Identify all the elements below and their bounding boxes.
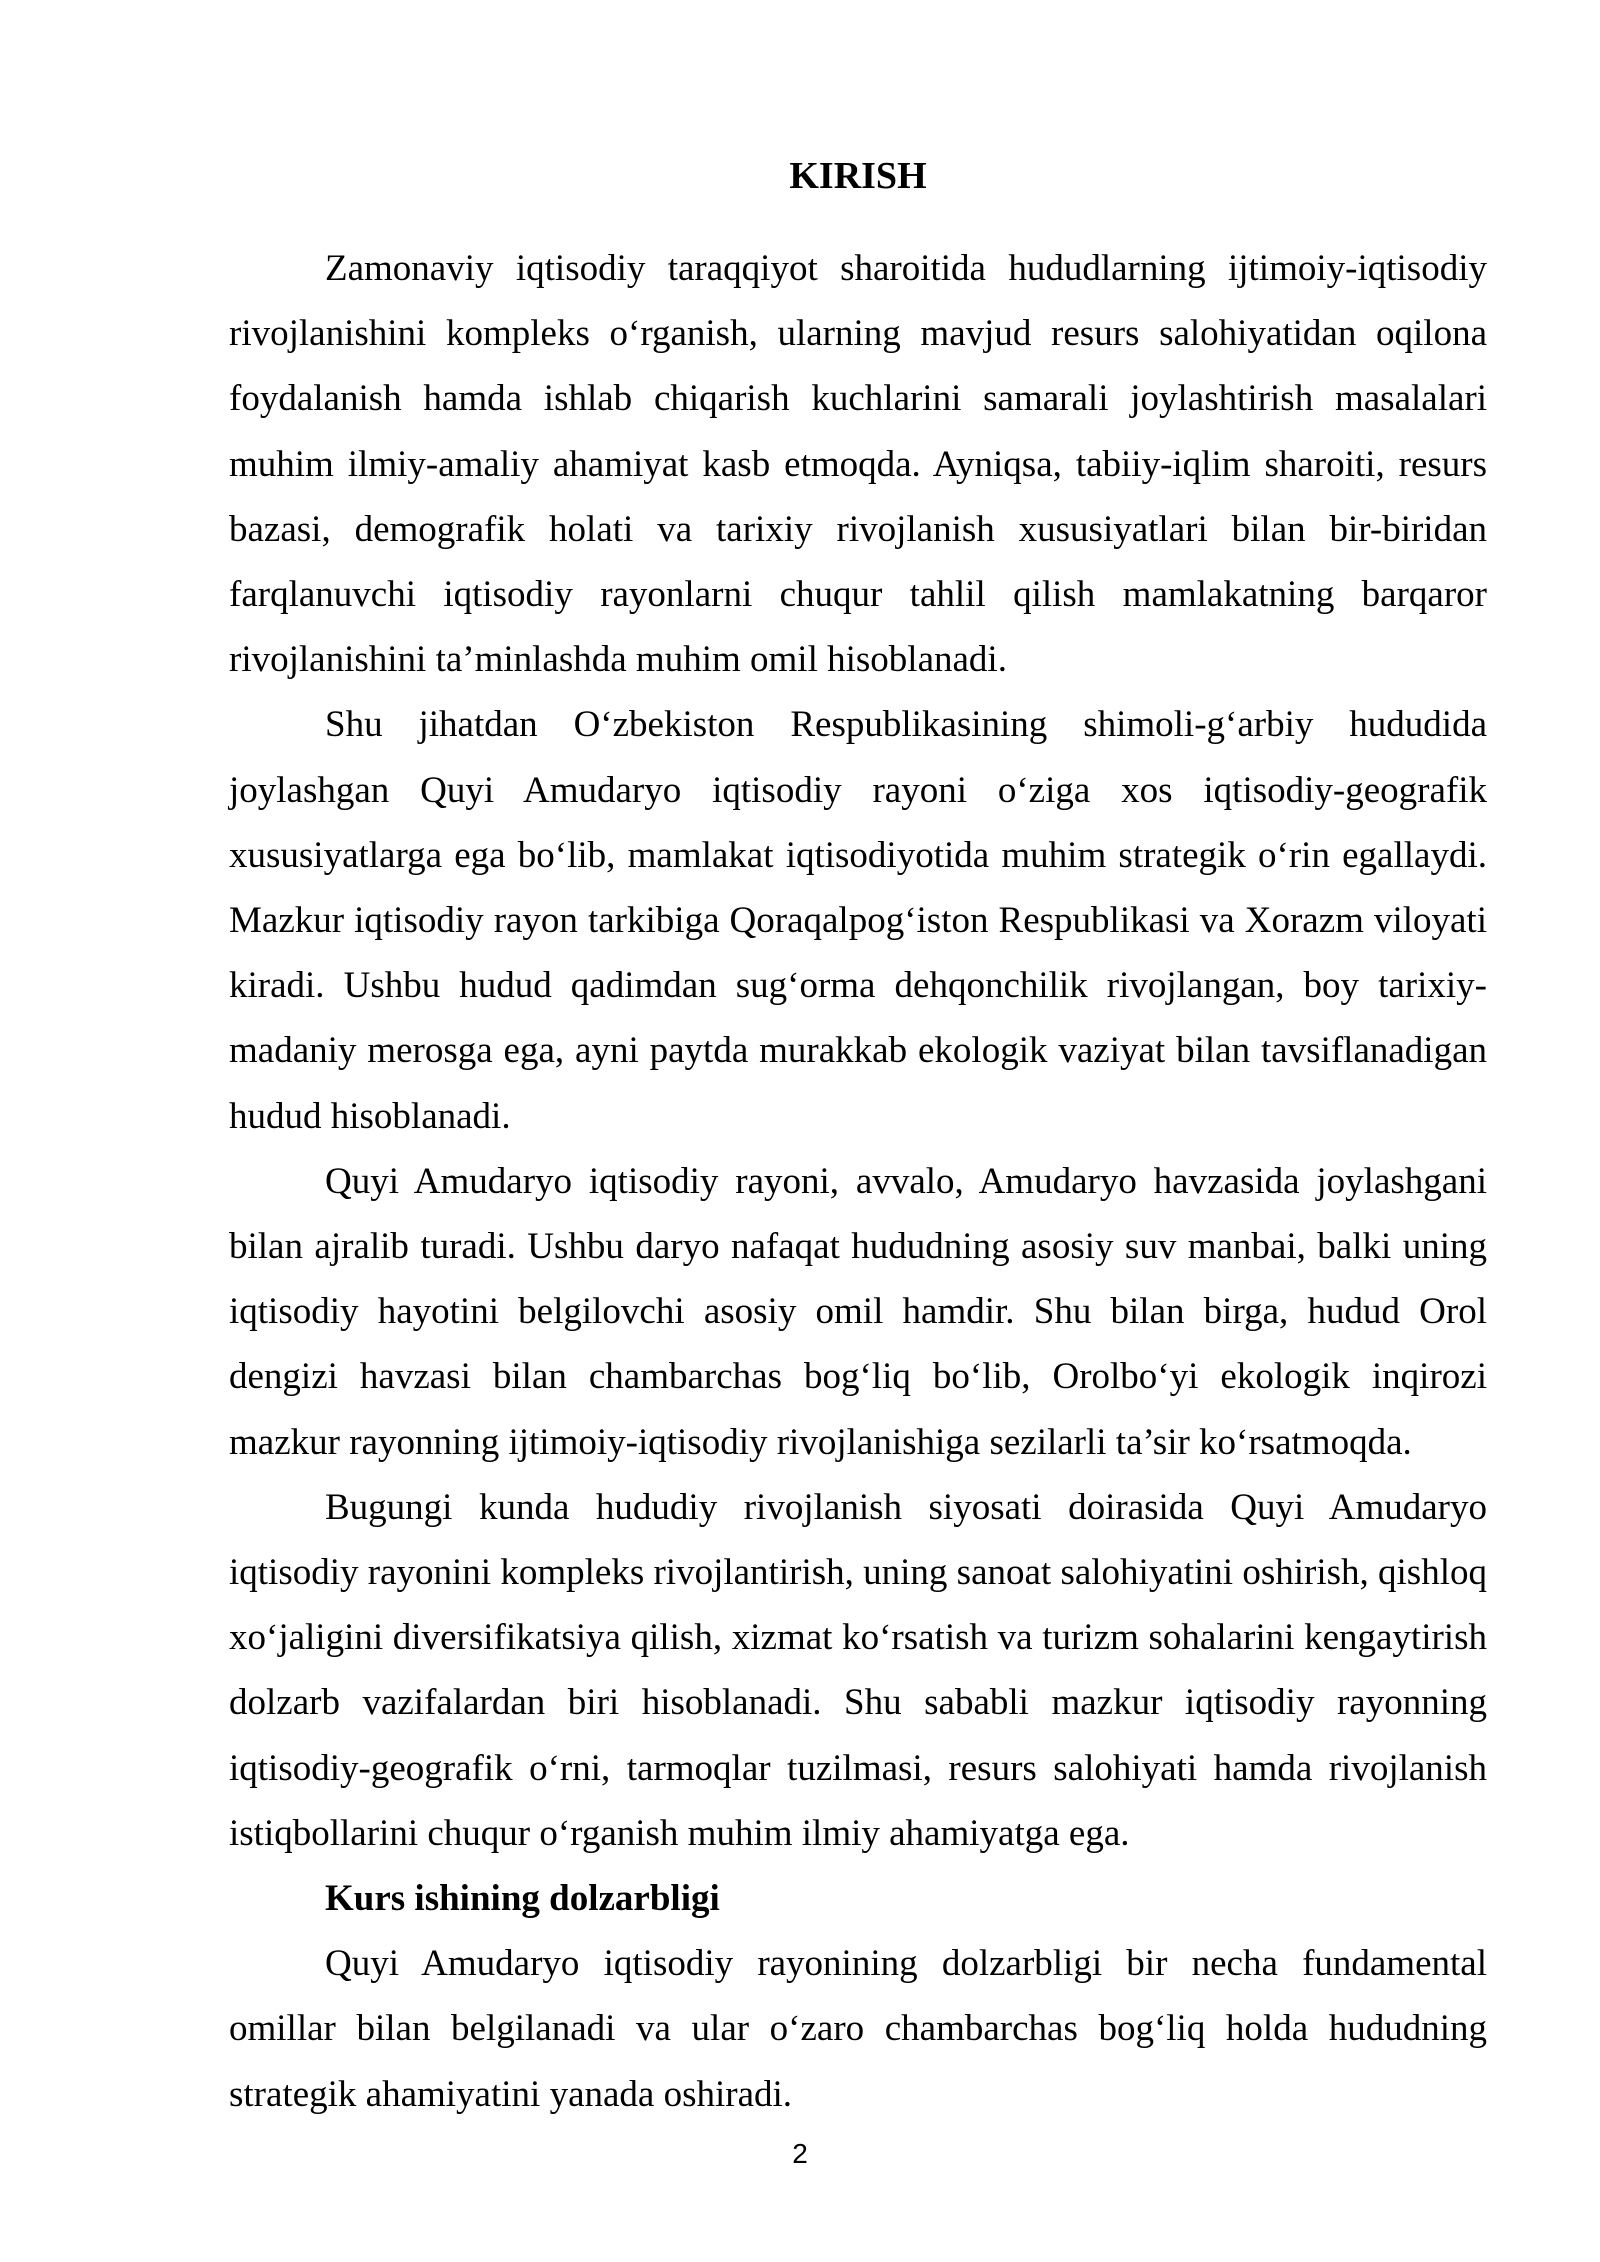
paragraph-region-overview: Shu jihatdan O‘zbekiston Respublikasining shimoli-g‘arbiy hududida joylashgan Quyi Amudaryo iqtisodiy rayoni o‘ziga xos iqtisodiy-geografik xususiyatlarga ega bo‘lib, mamlakat iqtisodiyotida muhim strategik o‘rin egallaydi. Mazkur iqtisodiy rayon tarkibiga Qoraqalpog‘iston Respublikasi va Xorazm viloyati kiradi. Ushbu hudud qadimdan sug‘orma dehqonchilik rivojlangan, boy tarixiy-madaniy merosga ega, ayni paytda murakkab ekologik vaziyat bilan tavsiflanadigan hudud hisoblanadi. (229, 704, 1487, 1137)
page-title: KIRISH (789, 155, 927, 197)
document-content (229, 236, 1487, 2127)
paragraph-regional-policy: Bugungi kunda hududiy rivojlanish siyosati doirasida Quyi Amudaryo iqtisodiy rayonini kompleks rivojlantirish, uning sanoat salohiyatini oshirish, qishloq xo‘jaligini diversifikatsiya qilish, xizmat ko‘rsatish va turizm sohalarini kengaytirish dolzarb vazifalardan biri hisoblanadi. Shu sababli mazkur iqtisodiy rayonning iqtisodiy-geografik o‘rni, tarmoqlar tuzilmasi, resurs salohiyati hamda rivojlanish istiqbollarini chuqur o‘rganish muhim ilmiy ahamiyatga ega. (229, 1486, 1487, 1854)
paragraph-intro: Zamonaviy iqtisodiy taraqqiyot sharoitida hududlarning ijtimoiy-iqtisodiy rivojlanishini kompleks o‘rganish, ularning mavjud resurs salohiyatidan oqilona foydalanish hamda ishlab chiqarish kuchlarini samarali joylashtirish masalalari muhim ilmiy-amaliy ahamiyat kasb etmoqda. Ayniqsa, tabiiy-iqlim sharoiti, resurs bazasi, demografik holati va tarixiy rivojlanish xususiyatlari bilan bir-biridan farqlanuvchi iqtisodiy rayonlarni chuqur tahlil qilish mamlakatning barqaror rivojlanishini ta’minlashda muhim omil hisoblanadi. (229, 248, 1487, 681)
paragraph-relevance: Quyi Amudaryo iqtisodiy rayonining dolzarbligi bir necha fundamental omillar bilan belgilanadi va ular o‘zaro chambarchas bog‘liq holda hududning strategik ahamiyatini yanada oshiradi. (229, 1943, 1487, 2115)
page-number: 2 (792, 2138, 808, 2169)
section-subheading: Kurs ishining dolzarbligi (325, 1878, 720, 1920)
paragraph-amudaryo-basin: Quyi Amudaryo iqtisodiy rayoni, avvalo, Amudaryo havzasida joylashgani bilan ajralib turadi. Ushbu daryo nafaqat hududning asosiy suv manbai, balki uning iqtisodiy hayotini belgilovchi asosiy omil hamdir. Shu bilan birga, hudud Orol dengizi havzasi bilan chambarchas bog‘liq bo‘lib, Orolbo‘yi ekologik inqirozi mazkur rayonning ijtimoiy-iqtisodiy rivojlanishiga sezilarli ta’sir ko‘rsatmoqda. (229, 1160, 1487, 1463)
